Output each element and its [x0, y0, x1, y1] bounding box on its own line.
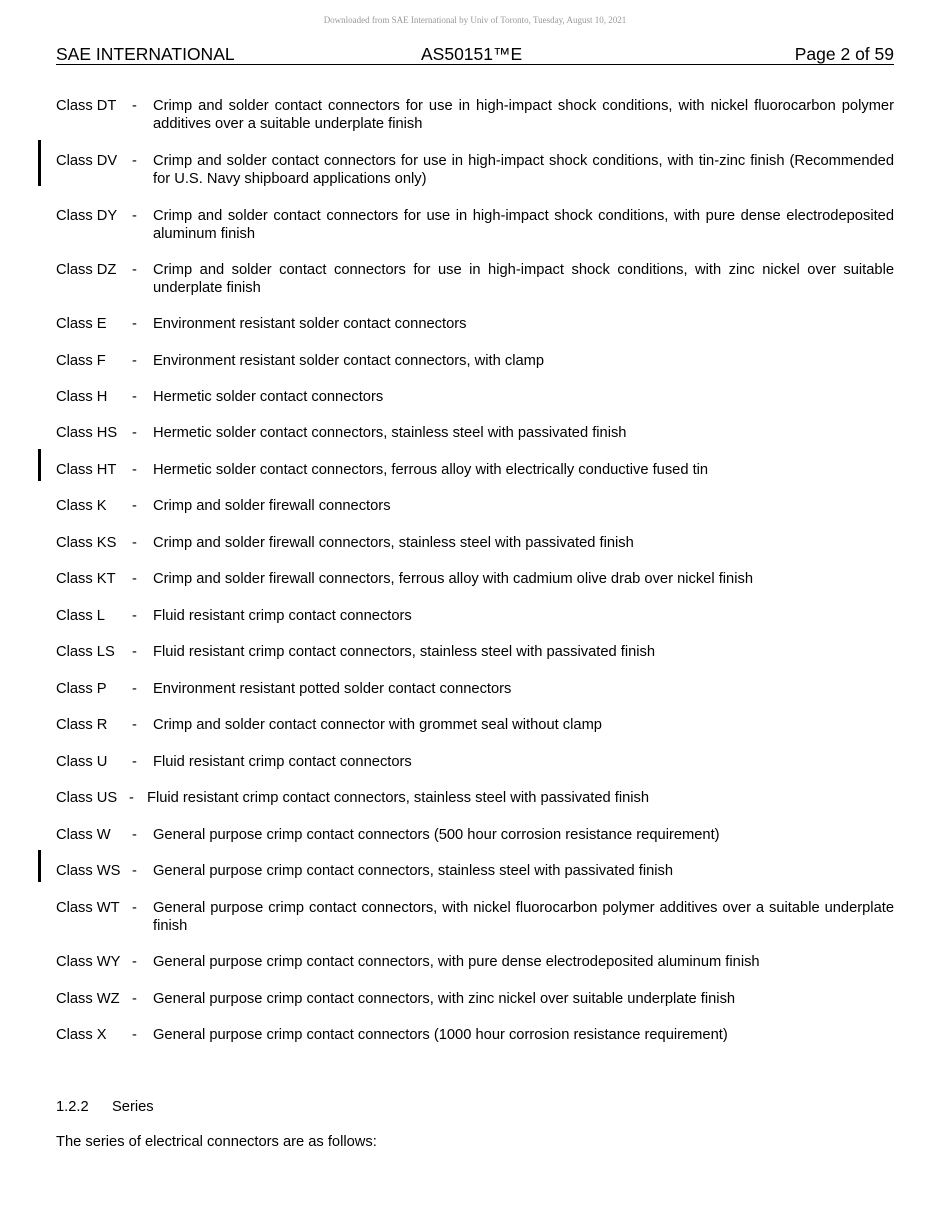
revision-change-bar — [38, 449, 41, 481]
class-label: Class DT — [56, 98, 117, 114]
class-description: General purpose crimp contact connectors, with zinc nickel over suitable underplate finish — [153, 991, 736, 1007]
class-label: Class WY — [56, 954, 121, 970]
class-description: Crimp and solder firewall connectors, stainless steel with passivated finish — [153, 535, 634, 551]
class-description: Hermetic solder contact connectors, stainless steel with passivated finish — [153, 425, 627, 441]
class-description: Environment resistant solder contact connectors — [153, 316, 467, 332]
class-dash: - — [132, 353, 137, 369]
class-entry — [56, 862, 894, 880]
class-label: Class R — [56, 717, 108, 733]
class-label: Class KS — [56, 535, 117, 551]
class-label: Class WT — [56, 900, 120, 916]
class-label: Class WZ — [56, 991, 120, 1007]
class-entry — [56, 607, 894, 625]
class-dash: - — [132, 153, 137, 169]
class-entry — [56, 826, 894, 844]
class-entry — [56, 352, 894, 370]
class-description: General purpose crimp contact connectors (500 hour corrosion resistance requirement) — [153, 827, 720, 843]
class-description: Environment resistant potted solder contact connectors — [153, 681, 512, 697]
page-header — [56, 44, 894, 65]
class-label: Class DZ — [56, 262, 117, 278]
class-label: Class H — [56, 389, 108, 405]
class-description: General purpose crimp contact connectors (1000 hour corrosion resistance requirement) — [153, 1027, 728, 1043]
class-description: Fluid resistant crimp contact connectors — [153, 608, 412, 624]
class-label: Class W — [56, 827, 111, 843]
class-dash: - — [132, 717, 137, 733]
header-page-number: Page 2 of 59 — [794, 44, 894, 64]
class-description: Crimp and solder contact connectors for use in high-impact shock conditions, with zinc nickel over suitable underplate finish — [153, 262, 894, 296]
class-entry — [56, 899, 894, 935]
class-label: Class US — [56, 790, 118, 806]
section-heading — [56, 1099, 154, 1115]
class-description: Hermetic solder contact connectors — [153, 389, 384, 405]
class-entry — [56, 207, 894, 243]
class-dash: - — [132, 608, 137, 624]
class-label: Class HS — [56, 425, 118, 441]
section-number: 1.2.2 — [56, 1099, 89, 1115]
class-label: Class LS — [56, 644, 115, 660]
class-description: General purpose crimp contact connectors, with pure dense electrodeposited aluminum finish — [153, 954, 760, 970]
class-description: Fluid resistant crimp contact connectors, stainless steel with passivated finish — [147, 790, 650, 806]
class-entry — [56, 388, 894, 406]
class-label: Class L — [56, 608, 105, 624]
class-description: Crimp and solder contact connector with grommet seal without clamp — [153, 717, 602, 733]
series-intro-paragraph: The series of electrical connectors are as follows: — [56, 1134, 377, 1150]
class-entry — [56, 953, 894, 971]
class-dash: - — [132, 954, 137, 970]
download-watermark: Downloaded from SAE International by Univ of Toronto, Tuesday, August 10, 2021 — [323, 15, 627, 25]
class-label: Class KT — [56, 571, 116, 587]
class-dash: - — [132, 98, 137, 114]
class-dash: - — [129, 790, 134, 806]
class-dash: - — [132, 262, 137, 278]
class-description: Fluid resistant crimp contact connectors — [153, 754, 412, 770]
class-entry — [56, 716, 894, 734]
class-label: Class U — [56, 754, 108, 770]
class-label: Class WS — [56, 863, 121, 879]
class-entry — [56, 990, 894, 1008]
class-dash: - — [132, 316, 137, 332]
class-description: Fluid resistant crimp contact connectors, stainless steel with passivated finish — [153, 644, 656, 660]
class-description: Crimp and solder contact connectors for use in high-impact shock conditions, with pure dense electrodeposited aluminum finish — [153, 208, 894, 242]
class-dash: - — [132, 644, 137, 660]
class-dash: - — [132, 991, 137, 1007]
class-label: Class HT — [56, 462, 117, 478]
class-dash: - — [132, 754, 137, 770]
class-entry — [56, 152, 894, 188]
class-dash: - — [132, 681, 137, 697]
class-dash: - — [132, 535, 137, 551]
class-entry — [56, 1026, 894, 1044]
class-dash: - — [132, 208, 137, 224]
class-dash: - — [132, 462, 137, 478]
class-entry — [56, 261, 894, 297]
class-description: Hermetic solder contact connectors, ferrous alloy with electrically conductive fused tin — [153, 462, 709, 478]
class-label: Class P — [56, 681, 107, 697]
class-label: Class DV — [56, 153, 118, 169]
class-description: General purpose crimp contact connectors, with nickel fluorocarbon polymer additives over a suitable underplate finish — [153, 900, 894, 934]
class-entry — [56, 680, 894, 698]
class-entry — [56, 643, 894, 661]
class-label: Class F — [56, 353, 106, 369]
class-dash: - — [132, 498, 137, 514]
class-entry — [56, 534, 894, 552]
class-dash: - — [132, 1027, 137, 1043]
class-entry — [56, 789, 894, 807]
class-dash: - — [132, 863, 137, 879]
class-entry — [56, 97, 894, 133]
class-label: Class X — [56, 1027, 107, 1043]
class-entry — [56, 315, 894, 333]
class-dash: - — [132, 571, 137, 587]
class-dash: - — [132, 425, 137, 441]
header-doc-number: AS50151™E — [421, 44, 523, 64]
header-org: SAE INTERNATIONAL — [56, 44, 235, 64]
class-description: Crimp and solder firewall connectors — [153, 498, 391, 514]
class-description: General purpose crimp contact connectors, stainless steel with passivated finish — [153, 863, 674, 879]
revision-change-bar — [38, 140, 41, 186]
class-entry — [56, 424, 894, 442]
class-label: Class K — [56, 498, 107, 514]
class-entry — [56, 570, 894, 588]
class-description: Crimp and solder firewall connectors, ferrous alloy with cadmium olive drab over nickel finish — [153, 571, 753, 587]
class-dash: - — [132, 900, 137, 916]
class-entry — [56, 497, 894, 515]
class-dash: - — [132, 827, 137, 843]
class-label: Class DY — [56, 208, 118, 224]
class-entry — [56, 461, 894, 479]
revision-change-bar — [38, 850, 41, 882]
class-description: Crimp and solder contact connectors for use in high-impact shock conditions, with tin-zinc finish (Recommended for U.S. Navy shipboard applications only) — [153, 153, 894, 187]
class-dash: - — [132, 389, 137, 405]
class-description: Environment resistant solder contact connectors, with clamp — [153, 353, 545, 369]
class-description: Crimp and solder contact connectors for use in high-impact shock conditions, with nickel fluorocarbon polymer additives over a suitable underplate finish — [153, 98, 894, 132]
section-title: Series — [112, 1099, 154, 1115]
class-entry — [56, 753, 894, 771]
class-label: Class E — [56, 316, 107, 332]
